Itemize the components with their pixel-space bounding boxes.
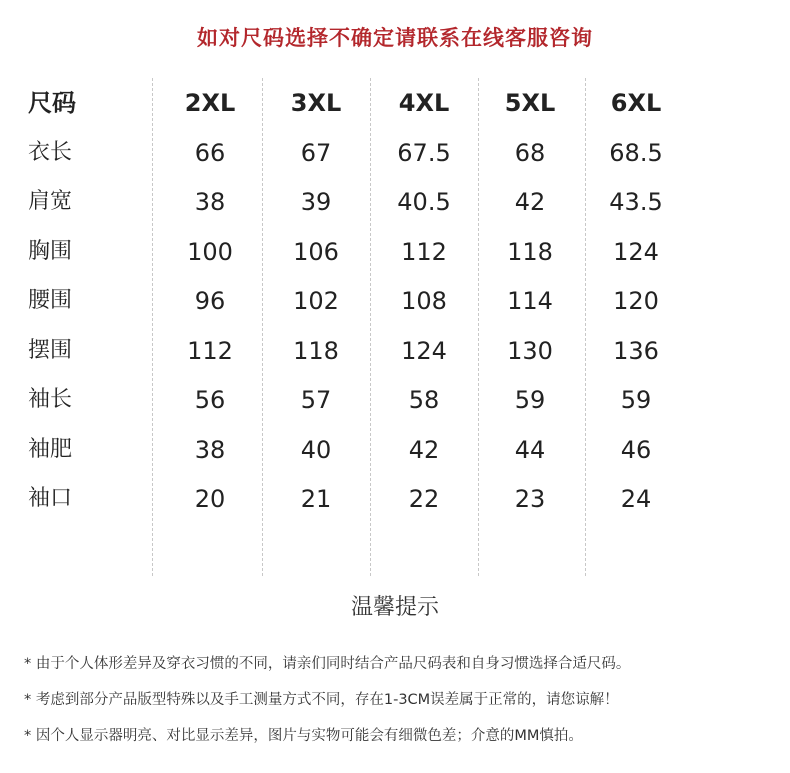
table-cell: 118 <box>293 336 339 365</box>
row-label: 袖口 <box>28 486 73 511</box>
size-header-5xl: 5XL <box>504 89 556 117</box>
table-cell: 59 <box>514 386 546 414</box>
table-cell: 42 <box>408 435 440 464</box>
table-cell: 44 <box>514 435 546 464</box>
table-cell: 21 <box>300 485 332 513</box>
banner-notice: 如对尺码选择不确定请联系在线客服咨询 <box>197 26 593 50</box>
size-header-4xl: 4XL <box>398 89 450 117</box>
table-cell: 58 <box>408 386 440 414</box>
row-label: 腰围 <box>28 288 73 313</box>
table-cell: 20 <box>194 485 226 513</box>
column-divider <box>478 78 479 576</box>
table-cell: 38 <box>194 435 226 464</box>
size-header-6xl: 6XL <box>610 89 662 117</box>
table-cell: 102 <box>293 287 339 315</box>
table-cell: 59 <box>620 386 652 414</box>
table-cell: 40 <box>300 435 332 464</box>
table-cell: 39 <box>300 188 332 216</box>
table-cell: 68 <box>514 138 546 167</box>
table-cell: 23 <box>514 485 546 513</box>
row-label: 袖长 <box>28 387 73 412</box>
table-cell: 120 <box>613 287 659 315</box>
table-cell: 130 <box>507 336 553 365</box>
row-label: 肩宽 <box>28 189 73 214</box>
table-cell: 46 <box>620 435 652 464</box>
size-table <box>0 78 790 576</box>
table-cell: 108 <box>401 287 447 315</box>
row-label: 衣长 <box>28 139 73 165</box>
table-cell: 67.5 <box>397 138 451 167</box>
column-divider <box>370 78 371 576</box>
table-cell: 124 <box>613 237 659 266</box>
table-cell: 114 <box>507 287 553 315</box>
table-cell: 100 <box>187 237 233 266</box>
table-cell: 40.5 <box>397 188 451 216</box>
row-label: 袖肥 <box>28 436 73 462</box>
table-cell: 106 <box>293 237 339 266</box>
size-header-3xl: 3XL <box>290 89 342 117</box>
table-cell: 112 <box>187 336 233 365</box>
column-divider <box>262 78 263 576</box>
table-cell: 118 <box>507 237 553 266</box>
table-cell: 57 <box>300 386 332 414</box>
tip-note: * 考虑到部分产品版型特殊以及手工测量方式不同，存在1-3CM误差属于正常的，请您谅解！ <box>24 692 619 708</box>
row-label: 摆围 <box>28 337 73 363</box>
header-label: 尺码 <box>28 89 76 117</box>
table-cell: 38 <box>194 188 226 216</box>
table-cell: 24 <box>620 485 652 513</box>
table-cell: 67 <box>300 138 332 167</box>
table-cell: 56 <box>194 386 226 414</box>
table-cell: 112 <box>401 237 447 266</box>
table-cell: 124 <box>401 336 447 365</box>
column-divider <box>152 78 153 576</box>
tips-title: 温馨提示 <box>350 595 439 620</box>
table-cell: 42 <box>514 188 546 216</box>
table-cell: 22 <box>408 485 440 513</box>
table-cell: 43.5 <box>609 188 663 216</box>
table-cell: 68.5 <box>609 138 663 167</box>
tip-note: * 由于个人体形差异及穿衣习惯的不同，请亲们同时结合产品尺码表和自身习惯选择合适尺码。 <box>24 656 631 672</box>
table-cell: 66 <box>194 138 226 167</box>
table-cell: 136 <box>613 336 659 365</box>
row-label: 胸围 <box>28 238 73 264</box>
size-header-2xl: 2XL <box>184 89 236 117</box>
table-cell: 96 <box>194 287 226 315</box>
tip-note: * 因个人显示器明亮、对比显示差异，图片与实物可能会有细微色差；介意的MM慎拍。 <box>24 728 583 744</box>
